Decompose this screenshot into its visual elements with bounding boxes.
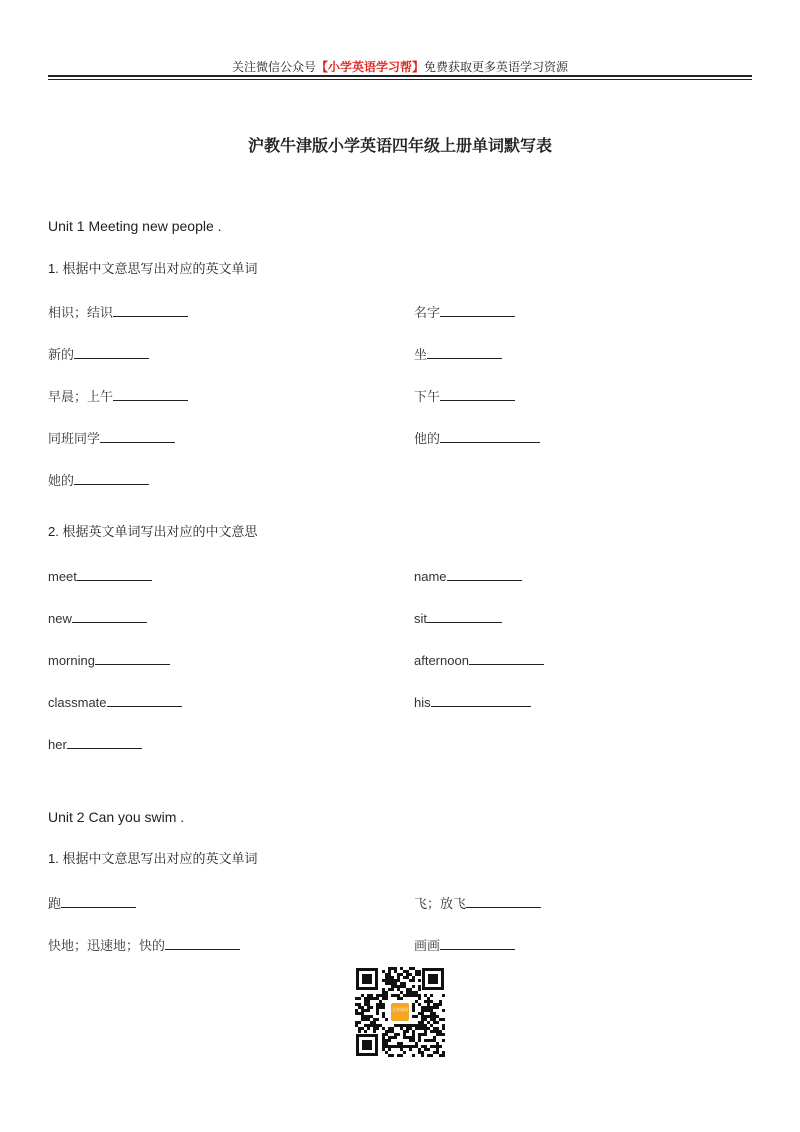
list-item — [414, 935, 515, 955]
list-item — [414, 428, 540, 448]
qr-logo-badge — [391, 1003, 409, 1021]
answer-blank[interactable] — [427, 608, 502, 623]
header-divider-thin — [48, 79, 752, 80]
answer-blank[interactable] — [74, 344, 149, 359]
qr-badge-text: 小学英语 — [392, 1007, 408, 1012]
list-item — [48, 386, 188, 406]
page-header — [0, 58, 800, 75]
list-item — [48, 566, 152, 586]
answer-blank[interactable] — [67, 734, 142, 749]
unit1-heading: Unit 1 Meeting new people . — [48, 218, 222, 234]
list-item — [48, 344, 149, 364]
item-label: 相识；结识 — [48, 305, 114, 320]
list-item — [414, 893, 541, 913]
list-item — [48, 893, 136, 913]
answer-blank[interactable] — [431, 692, 531, 707]
item-label: name — [414, 569, 447, 584]
item-label: 同班同学 — [48, 431, 101, 446]
item-label: 他的 — [414, 431, 441, 446]
unit1-section2-heading: 2. 根据英文单词写出对应的中文意思 — [48, 524, 258, 539]
item-label: 新的 — [48, 347, 75, 362]
unit2-heading: Unit 2 Can you swim . — [48, 809, 185, 825]
answer-blank[interactable] — [165, 935, 240, 950]
list-item — [414, 566, 522, 586]
item-label: classmate — [48, 695, 107, 710]
list-item — [48, 734, 142, 754]
answer-blank[interactable] — [469, 650, 544, 665]
item-label: sit — [414, 611, 427, 626]
item-label: 她的 — [48, 473, 75, 488]
page-title: 沪教牛津版小学英语四年级上册单词默写表 — [247, 138, 552, 155]
list-item — [48, 692, 182, 712]
item-label: 跑 — [48, 896, 62, 911]
item-label: 飞；放飞 — [414, 896, 467, 911]
item-label: 坐 — [414, 347, 428, 362]
list-item — [48, 935, 240, 955]
item-label: afternoon — [414, 653, 469, 668]
answer-blank[interactable] — [440, 935, 515, 950]
header-divider — [48, 75, 752, 77]
qr-code — [354, 966, 446, 1058]
answer-blank[interactable] — [95, 650, 170, 665]
item-label: his — [414, 695, 431, 710]
answer-blank[interactable] — [427, 344, 502, 359]
answer-blank[interactable] — [113, 302, 188, 317]
list-item — [414, 650, 544, 670]
item-label: 下午 — [414, 389, 441, 404]
answer-blank[interactable] — [466, 893, 541, 908]
list-item — [414, 386, 515, 406]
answer-blank[interactable] — [100, 428, 175, 443]
answer-blank[interactable] — [447, 566, 522, 581]
header-prefix: 关注微信公众号 — [231, 60, 316, 74]
answer-blank[interactable] — [72, 608, 147, 623]
item-label: meet — [48, 569, 77, 584]
list-item — [414, 344, 502, 364]
list-item — [414, 692, 531, 712]
answer-blank[interactable] — [74, 470, 149, 485]
unit1-section1-heading: 1. 根据中文意思写出对应的英文单词 — [48, 261, 258, 276]
item-label: 早晨；上午 — [48, 389, 114, 404]
header-highlight: 【小学英语学习帮】 — [315, 60, 424, 74]
list-item — [48, 428, 175, 448]
answer-blank[interactable] — [113, 386, 188, 401]
list-item — [414, 608, 502, 628]
item-label: her — [48, 737, 67, 752]
answer-blank[interactable] — [440, 302, 515, 317]
list-item — [48, 650, 170, 670]
item-label: 画画 — [414, 938, 441, 953]
header-suffix: 免费获取更多英语学习资源 — [424, 60, 569, 74]
item-label: 名字 — [414, 305, 441, 320]
item-label: new — [48, 611, 72, 626]
answer-blank[interactable] — [440, 386, 515, 401]
qr-code-image — [354, 966, 446, 1058]
answer-blank[interactable] — [107, 692, 182, 707]
list-item — [48, 608, 147, 628]
unit2-section1-heading: 1. 根据中文意思写出对应的英文单词 — [48, 851, 258, 866]
answer-blank[interactable] — [61, 893, 136, 908]
answer-blank[interactable] — [77, 566, 152, 581]
answer-blank[interactable] — [440, 428, 540, 443]
list-item — [414, 302, 515, 322]
item-label: morning — [48, 653, 95, 668]
item-label: 快地；迅速地；快的 — [48, 938, 166, 953]
list-item — [48, 302, 188, 322]
list-item — [48, 470, 149, 490]
